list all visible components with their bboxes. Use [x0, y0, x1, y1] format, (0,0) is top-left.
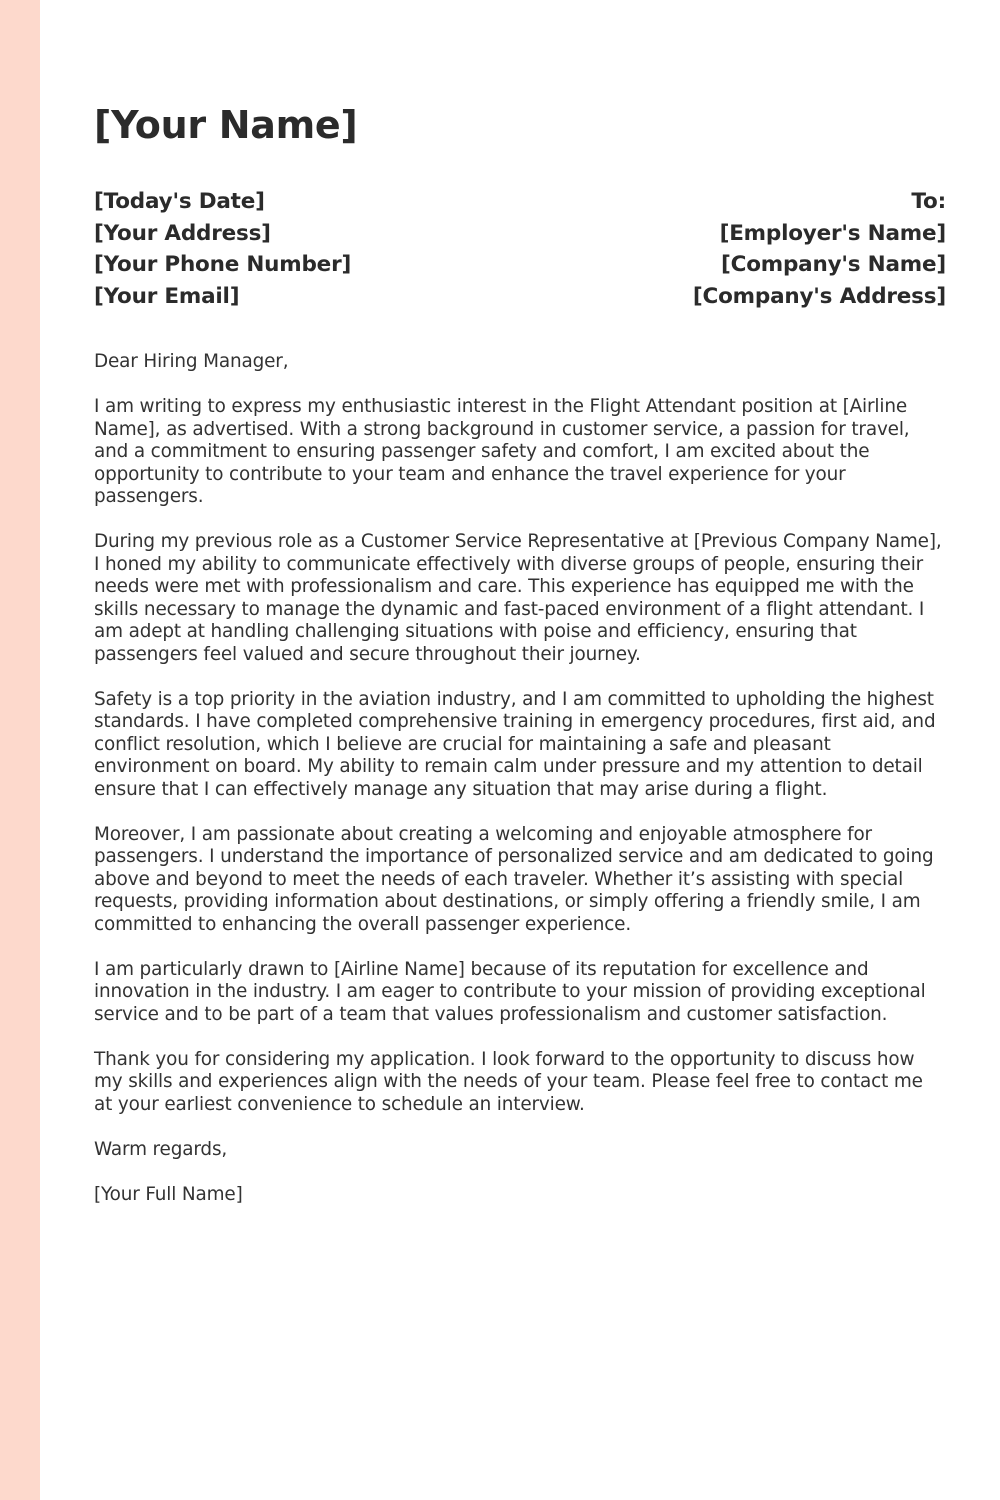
recipient-to-label: To:: [911, 189, 946, 214]
letter-paragraph: I am writing to express my enthusiastic interest in the Flight Attendant position at [Airline Name], as advertised. With a strong background in customer service, a passion for travel, and a commitment to ensuring passenger safety and comfort, I am excited about the opportunity to contribute to your team and enhance the travel experience for your passengers.: [94, 396, 910, 507]
letter-paragraph: I am particularly drawn to [Airline Name] because of its reputation for excellence and innovation in the industry. I am eager to contribute to your mission of providing exceptional service and to be part of a team that values professionalism and customer satisfaction.: [94, 958, 926, 1025]
recipient-company-name: [Company's Name]: [721, 252, 946, 277]
letter-salutation: Dear Hiring Manager,: [94, 351, 289, 372]
letter-signature: [Your Full Name]: [94, 1183, 243, 1205]
letter-paragraph: During my previous role as a Customer Service Representative at [Previous Company Name], I honed my ability to communicate effectively with diverse groups of people, ensuring their needs were met with professionalism and care. This experience has equipped me with the skills necessary to manage the dynamic and fast-paced environment of a flight attendant. I am adept at handling challenging situations with poise and efficiency, ensuring that passengers feel valued and secure throughout their journey.: [94, 531, 942, 665]
letter-paragraph: Safety is a top priority in the aviation industry, and I am committed to upholding the highest standards. I have completed comprehensive training in emergency procedures, first aid, and conflict resolution, which I believe are crucial for maintaining a safe and pleasant environment on board. My ability to remain calm under pressure and my attention to detail ensure that I can effectively manage any situation that may arise during a flight.: [94, 688, 936, 800]
contact-block: [94, 186, 946, 312]
sender-contact-details: [94, 186, 351, 312]
sender-phone: [Your Phone Number]: [94, 252, 352, 277]
recipient-company-address: [Company's Address]: [692, 283, 946, 309]
letter-body: [94, 351, 946, 1229]
letter-paragraph: Moreover, I am passionate about creating a welcoming and enjoyable atmosphere for passengers. I understand the importance of personalized service and am dedicated to going above and beyond to meet the needs of each traveler. Whether it’s assisting with special requests, providing information about destinations, or simply offering a friendly smile, I am committed to enhancing the overall passenger experience.: [94, 823, 934, 935]
letter-closing: Warm regards,: [94, 1138, 228, 1160]
sender-email: [Your Email]: [94, 283, 240, 309]
sender-name-heading: [Your Name]: [94, 103, 358, 147]
letter-page: [94, 0, 946, 1500]
sender-date: [Today's Date]: [94, 189, 265, 214]
accent-side-stripe: [0, 0, 40, 1500]
recipient-contact-details: [693, 186, 946, 312]
sender-address: [Your Address]: [94, 220, 271, 246]
recipient-employer-name: [Employer's Name]: [719, 220, 946, 246]
letter-paragraph: Thank you for considering my application. I look forward to the opportunity to discuss how my skills and experiences align with the needs of your team. Please feel free to contact me at your earliest convenience to schedule an interview.: [94, 1048, 923, 1115]
